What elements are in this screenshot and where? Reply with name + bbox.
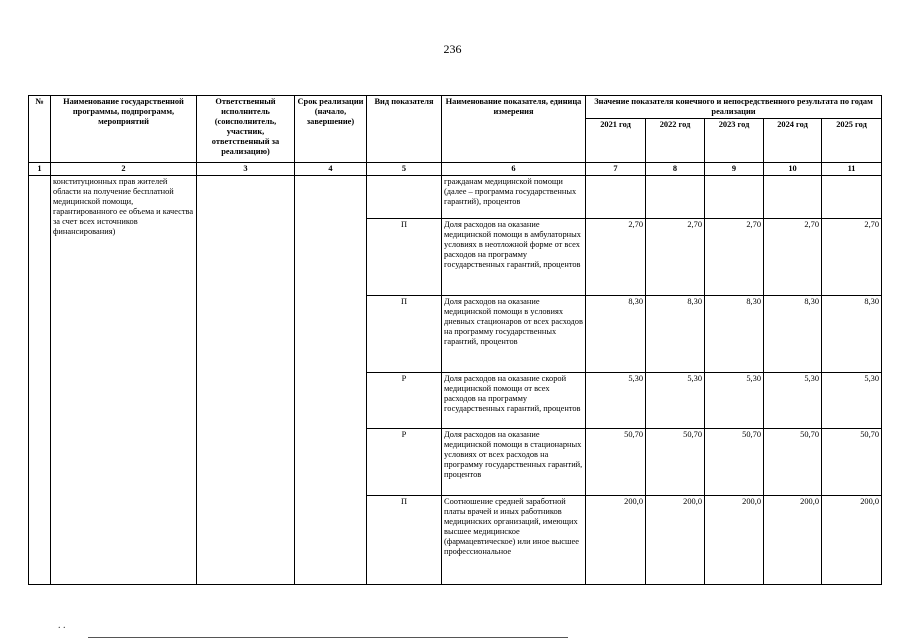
value-cell: 5,30 <box>586 373 646 429</box>
value-cell <box>646 176 705 219</box>
header-name: Наименование государственной программы, подпрограмм, мероприятий <box>51 96 197 163</box>
value-cell: 200,0 <box>764 496 822 585</box>
value-cell: 5,30 <box>764 373 822 429</box>
footer-dots: . . <box>58 620 66 631</box>
indicator-type: Р <box>367 429 442 496</box>
header-year: 2025 год <box>822 119 882 163</box>
header-values-group: Значение показателя конечного и непосредственного результата по годам реализации <box>586 96 882 119</box>
value-cell <box>822 176 882 219</box>
value-cell: 8,30 <box>822 296 882 373</box>
value-cell: 50,70 <box>586 429 646 496</box>
value-cell: 2,70 <box>586 219 646 296</box>
indicator-name: Доля расходов на оказание скорой медицинской помощи от всех расходов на программу государственных гарантий, процентов <box>442 373 586 429</box>
value-cell: 2,70 <box>822 219 882 296</box>
header-indicator-name: Наименование показателя, единица измерения <box>442 96 586 163</box>
footer-divider <box>88 637 568 638</box>
indicator-type <box>367 176 442 219</box>
term-cell <box>295 176 367 585</box>
column-number: 11 <box>822 163 882 176</box>
indicator-type: П <box>367 496 442 585</box>
value-cell: 2,70 <box>646 219 705 296</box>
indicator-name: Доля расходов на оказание медицинской помощи в условиях дневных стационаров от всех расходов на программу государственных гарантий, процентов <box>442 296 586 373</box>
value-cell: 50,70 <box>646 429 705 496</box>
page-number: 236 <box>443 42 462 56</box>
indicator-type: П <box>367 296 442 373</box>
value-cell: 8,30 <box>646 296 705 373</box>
value-cell: 200,0 <box>586 496 646 585</box>
header-term: Срок реализации (начало, завершение) <box>295 96 367 163</box>
indicator-name: гражданам медицинской помощи (далее – программа государственных гарантий), процентов <box>442 176 586 219</box>
value-cell: 2,70 <box>764 219 822 296</box>
value-cell: 2,70 <box>705 219 764 296</box>
indicator-name: Соотношение средней заработной платы врачей и иных работников медицинских организаций, имеющих высшее медицинское (фармацевтическое) или иное высшее профессиональное <box>442 496 586 585</box>
column-number: 2 <box>51 163 197 176</box>
value-cell: 5,30 <box>646 373 705 429</box>
value-cell: 8,30 <box>705 296 764 373</box>
value-cell: 50,70 <box>822 429 882 496</box>
indicator-type: Р <box>367 373 442 429</box>
column-number: 3 <box>197 163 295 176</box>
column-number: 4 <box>295 163 367 176</box>
column-number: 10 <box>764 163 822 176</box>
value-cell: 5,30 <box>822 373 882 429</box>
row-num-cell <box>29 176 51 585</box>
column-number: 7 <box>586 163 646 176</box>
value-cell <box>705 176 764 219</box>
column-number: 8 <box>646 163 705 176</box>
header-year: 2022 год <box>646 119 705 163</box>
indicator-name: Доля расходов на оказание медицинской помощи в амбулаторных условиях в неотложной форме от всех расходов на программу государственных гарантий, процентов <box>442 219 586 296</box>
value-cell: 50,70 <box>764 429 822 496</box>
value-cell: 200,0 <box>646 496 705 585</box>
header-year: 2024 год <box>764 119 822 163</box>
value-cell: 50,70 <box>705 429 764 496</box>
indicators-table <box>28 95 882 585</box>
column-number: 9 <box>705 163 764 176</box>
header-year: 2021 год <box>586 119 646 163</box>
header-row-1 <box>29 96 882 119</box>
indicator-type: П <box>367 219 442 296</box>
indicator-name: Доля расходов на оказание медицинской помощи в стационарных условиях от всех расходов на программу государственных гарантий, процентов <box>442 429 586 496</box>
header-responsible: Ответственный исполнитель (соисполнитель, участник, ответственный за реализацию) <box>197 96 295 163</box>
header-num: № <box>29 96 51 163</box>
header-indicator-type: Вид показателя <box>367 96 442 163</box>
value-cell: 200,0 <box>822 496 882 585</box>
header-year: 2023 год <box>705 119 764 163</box>
column-number: 5 <box>367 163 442 176</box>
measure-name: конституционных прав жителей области на получение бесплатной медицинской помощи, гарантированного ее объема и качества за счет всех источников финансирования) <box>51 176 197 585</box>
value-cell: 8,30 <box>764 296 822 373</box>
value-cell: 5,30 <box>705 373 764 429</box>
column-number: 1 <box>29 163 51 176</box>
column-number: 6 <box>442 163 586 176</box>
responsible-cell <box>197 176 295 585</box>
value-cell <box>586 176 646 219</box>
value-cell: 200,0 <box>705 496 764 585</box>
value-cell: 8,30 <box>586 296 646 373</box>
table-row <box>29 176 882 219</box>
value-cell <box>764 176 822 219</box>
column-numbers-row <box>29 163 882 176</box>
